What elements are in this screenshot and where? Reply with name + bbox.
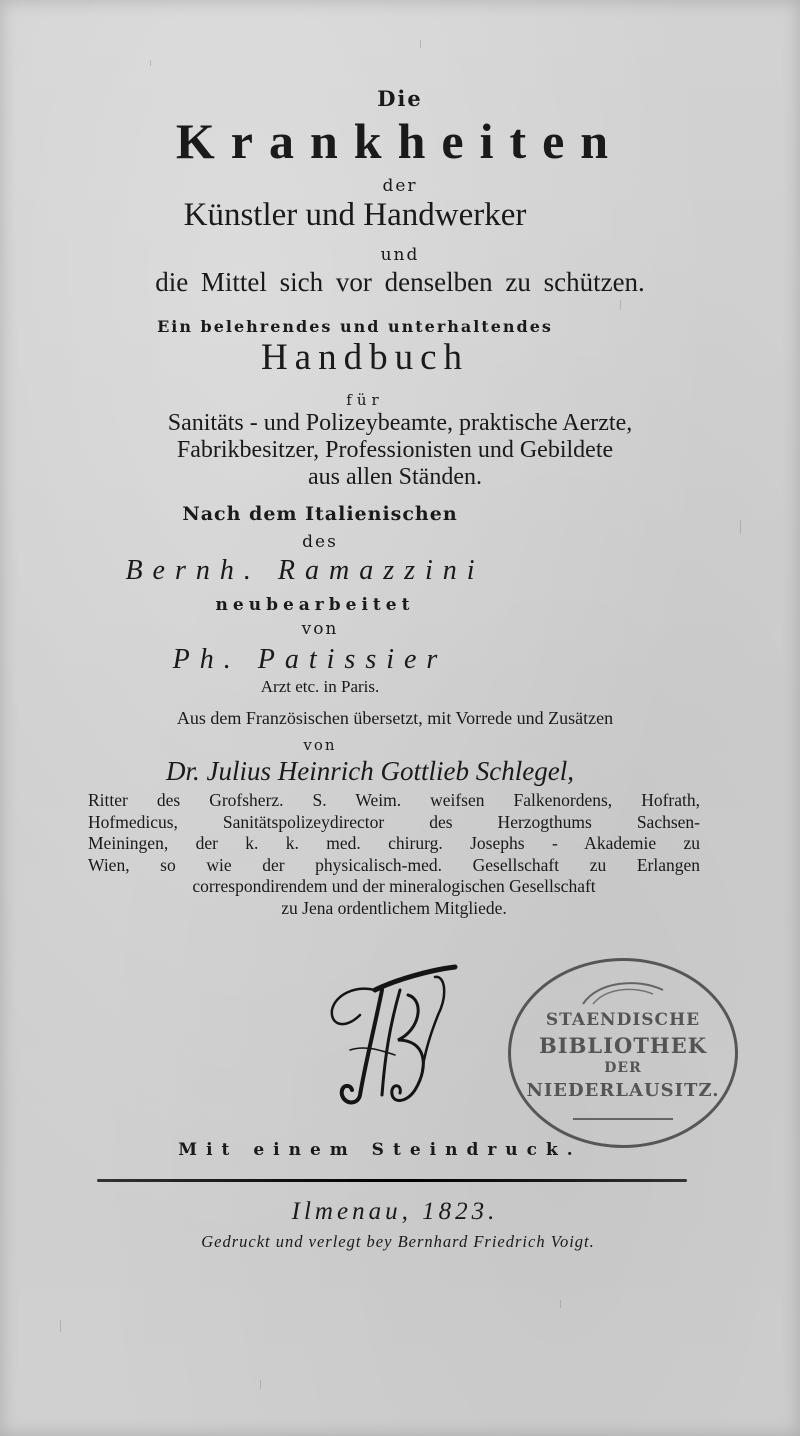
subject-text: Künstler und Handwerker xyxy=(183,197,527,233)
library-stamp xyxy=(508,958,738,1148)
descriptor-text: Ein belehrendes und unterhaltendes xyxy=(157,317,553,336)
subtitle-text: die Mittel sich vor denselben zu schützen. xyxy=(155,267,645,297)
conjunction-text: und xyxy=(380,245,420,265)
translator-title-line: Ritter des Grofsherz. S. Weim. weifsen Falkenordens, Hofrath, xyxy=(88,790,700,810)
translator-titles xyxy=(88,790,700,919)
for-text: für xyxy=(346,391,384,409)
translation-note: Aus dem Französischen übersetzt, mit Vorrede und Zusätzen xyxy=(176,708,614,728)
translator-title-line: Meiningen, der k. k. med. chirurg. Josephs - Akademie zu xyxy=(88,833,700,853)
illustration-note: Mit einem Steindruck. xyxy=(178,1140,582,1160)
stamp-ornament-icon xyxy=(578,976,668,1006)
imprint-publisher: Gedruckt und verlegt bey Bernhard Friedrich Voigt. xyxy=(201,1232,595,1251)
paper-fleck xyxy=(740,520,741,534)
genre-heading: Handbuch xyxy=(260,337,470,378)
by-text-2: von xyxy=(303,736,337,754)
translator-title-line: Hofmedicus, Sanitätspolizeydirector des Herzogthums Sachsen- xyxy=(88,811,700,832)
audience-line-2: Fabrikbesitzer, Professionisten und Gebildete xyxy=(176,437,614,463)
paper-fleck xyxy=(620,300,621,310)
translator-title-line: zu Jena ordentlichem Mitgliede. xyxy=(281,897,507,918)
translator-title-line: correspondirendem und der mineralogischen Gesellschaft xyxy=(192,876,596,896)
revised-text: neubearbeitet xyxy=(215,595,415,615)
paper-fleck xyxy=(150,60,151,66)
translator-name: Dr. Julius Heinrich Gottlieb Schlegel, xyxy=(166,756,574,786)
stamp-line-1: STAENDISCHE xyxy=(545,1010,701,1030)
paper-fleck xyxy=(60,1320,61,1332)
paper-fleck xyxy=(420,40,421,48)
stamp-line-3: DER xyxy=(604,1060,642,1076)
stamp-line-2: BIBLIOTHEK xyxy=(539,1033,707,1058)
genitive-text: der xyxy=(382,176,418,196)
audience-line-3: aus allen Ständen. xyxy=(308,464,482,490)
printer-monogram-icon xyxy=(320,955,460,1115)
audience-line-1: Sanitäts - und Polizeybeamte, praktische Aerzte, xyxy=(167,410,633,436)
article-text: Die xyxy=(377,86,423,111)
main-title: Krankheiten xyxy=(175,113,625,169)
stamp-line-4: NIEDERLAUSITZ. xyxy=(526,1080,720,1101)
by-text-1: von xyxy=(301,619,339,639)
divider-rule xyxy=(97,1179,687,1182)
source-language-text: Nach dem Italienischen xyxy=(182,503,458,525)
translator-title-line: Wien, so wie der physicalisch-med. Gesellschaft zu Erlangen xyxy=(88,854,700,875)
imprint-place-year: Ilmenau, 1823. xyxy=(291,1198,499,1225)
editor-name: Ph. Patissier xyxy=(172,644,448,675)
stamp-ornament-line xyxy=(573,1118,673,1120)
editor-role: Arzt etc. in Paris. xyxy=(260,677,380,696)
original-author: Bernh. Ramazzini xyxy=(125,555,485,586)
paper-fleck xyxy=(560,1300,561,1308)
of-text: des xyxy=(302,532,338,552)
paper-fleck xyxy=(260,1380,261,1389)
